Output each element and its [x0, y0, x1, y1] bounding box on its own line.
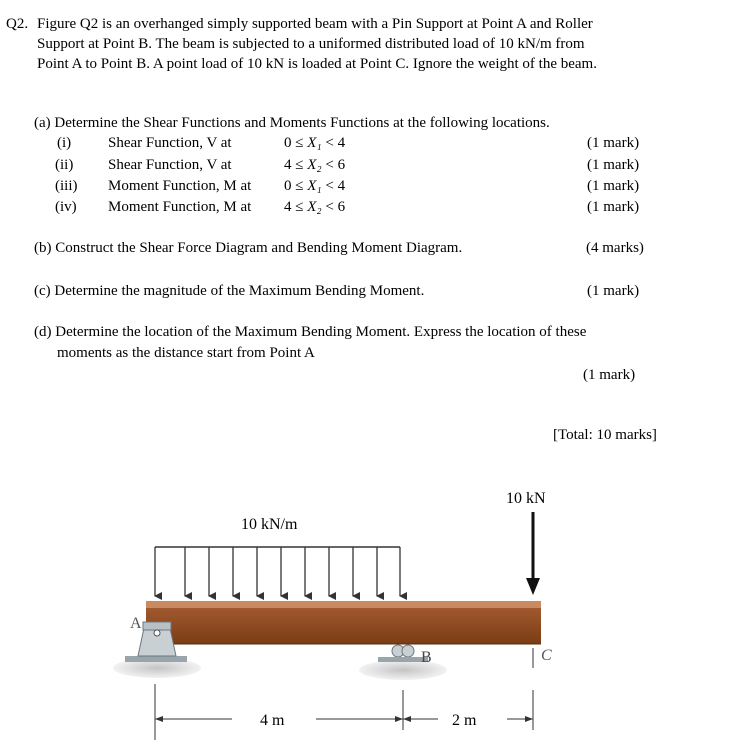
- question-text-line-2: Support at Point B. The beam is subjected to a uniformed distributed load of 10 kN/m from: [37, 36, 585, 52]
- part-a-item-marks: (1 mark): [587, 178, 640, 194]
- part-a-item-text: Moment Function, M at: [108, 199, 252, 215]
- part-a-item-marks: (1 mark): [587, 199, 640, 215]
- part-b-marks: (4 marks): [586, 240, 644, 256]
- label-c: C: [541, 647, 552, 664]
- part-d-text-line-1: (d) Determine the location of the Maximum Bending Moment. Express the location of these: [34, 324, 587, 340]
- part-d-text-line-2: moments as the distance start from Point A: [57, 345, 315, 361]
- point-load-label: 10 kN: [506, 490, 546, 507]
- udl-label: 10 kN/m: [241, 516, 298, 533]
- part-a-item-marks: (1 mark): [587, 157, 640, 173]
- part-a-item-range: 0 ≤ X₁ < 4: [284, 135, 346, 151]
- part-a-item-num: (iii): [55, 178, 78, 194]
- point-load-arrow: [526, 512, 540, 595]
- part-a-intro: (a) Determine the Shear Functions and Moments Functions at the following locations.: [34, 115, 550, 131]
- part-a-item-range: 4 ≤ X₂ < 6: [284, 157, 346, 173]
- ground-b: [359, 660, 447, 680]
- part-a-item-range: 4 ≤ X₂ < 6: [284, 199, 346, 215]
- part-a-item-text: Moment Function, M at: [108, 178, 252, 194]
- label-b: B: [421, 649, 432, 666]
- part-d-marks: (1 mark): [583, 367, 636, 383]
- question-text-line-1: Figure Q2 is an overhanged simply supported beam with a Pin Support at Point A and Roller: [37, 16, 593, 32]
- question-text-line-3: Point A to Point B. A point load of 10 kN is loaded at Point C. Ignore the weight of the beam.: [37, 56, 597, 72]
- dimension-bc-label: 2 m: [452, 712, 477, 729]
- part-a-item-num: (i): [57, 135, 72, 151]
- part-a-item-text: Shear Function, V at: [108, 135, 232, 151]
- part-a-item-text: Shear Function, V at: [108, 157, 232, 173]
- beam-figure: [0, 470, 732, 751]
- question-number: Q2.: [6, 16, 29, 32]
- total-marks: [Total: 10 marks]: [553, 427, 657, 443]
- label-a: A: [130, 615, 142, 632]
- part-a-item-range: 0 ≤ X₁ < 4: [284, 178, 346, 194]
- part-a-item-num: (iv): [55, 199, 77, 215]
- part-c-text: (c) Determine the magnitude of the Maximum Bending Moment.: [34, 283, 425, 299]
- dimension-ab-label: 4 m: [260, 712, 285, 729]
- part-a-item-num: (ii): [55, 157, 74, 173]
- udl-arrows: [155, 547, 400, 596]
- beam: [146, 601, 541, 644]
- part-b-text: (b) Construct the Shear Force Diagram and Bending Moment Diagram.: [34, 240, 463, 256]
- part-c-marks: (1 mark): [587, 283, 640, 299]
- part-a-item-marks: (1 mark): [587, 135, 640, 151]
